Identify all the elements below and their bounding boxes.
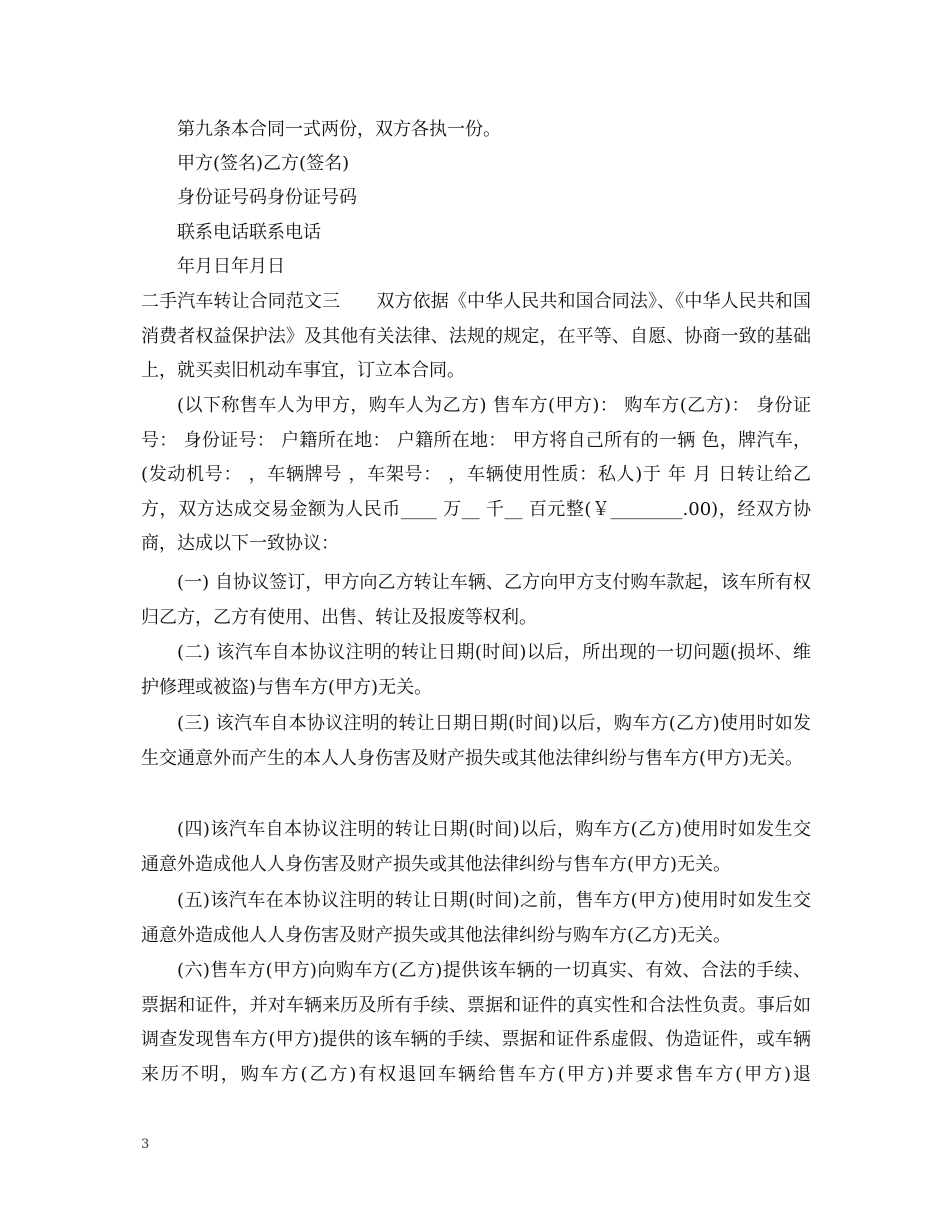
clause-three-paragraph: (三) 该汽车自本协议注明的转让日期日期(时间)以后，购车方(乙方)使用时如发生交通意外而产生的本人人身伤害及财产损失或其他法律纠纷与售车方(甲方)无关。 (141, 713, 811, 769)
phone-line: 联系电话联系电话 (177, 222, 321, 243)
date-line: 年月日年月日 (177, 256, 285, 277)
clause-five-paragraph: (五)该汽车在本协议注明的转让日期(时间)之前，售车方(甲方)使用时如发生交通意外造成他人人身伤害及财产损失或其他法律纠纷与购车方(乙方)无关。 (141, 890, 811, 946)
parties-paragraph: (以下称售车人为甲方，购车人为乙方) 售车方(甲方)： 购车方(乙方)： 身份证号： 身份证号： 户籍所在地： 户籍所在地： 甲方将自己所有的一辆 色，牌汽车，(发动机号： ，车辆牌号 ，车架号： ，车辆使用性质：私人)于 年 月 日转让给乙方，双方达成交易金额为人民币____ 万__ 千__ 百元整(￥________.00)，经双方协商，达成以下一致协议： (141, 395, 811, 555)
clause-one-paragraph: (一) 自协议签订，甲方向乙方转让车辆、乙方向甲方支付购车款起，该车所有权归乙方，乙方有使用、出售、转让及报废等权利。 (141, 572, 811, 628)
signature-line: 甲方(签名)乙方(签名) (177, 153, 350, 174)
clause-six-paragraph: (六)售车方(甲方)向购车方(乙方)提供该车辆的一切真实、有效、合法的手续、票据和证件，并对车辆来历及所有手续、票据和证件的真实性和合法性负责。事后如调查发现售车方(甲方)提供的该车辆的手续、票据和证件系虚假、伪造证件，或车辆来历不明，购车方(乙方)有权退回车辆给售车方(甲方)并要求售车方(甲方)退 (141, 960, 811, 1085)
article-nine-paragraph: 第九条本合同一式两份，双方各执一份。 (177, 119, 501, 140)
clause-four-paragraph: (四)该汽车自本协议注明的转让日期(时间)以后，购车方(乙方)使用时如发生交通意外造成他人人身伤害及财产损失或其他法律纠纷与售车方(甲方)无关。 (141, 819, 811, 875)
page-number: 3 (141, 1137, 150, 1152)
clause-two-paragraph: (二) 该汽车自本协议注明的转让日期(时间)以后，所出现的一切问题(损坏、维护修理或被盗)与售车方(甲方)无关。 (141, 642, 811, 698)
id-number-line: 身份证号码身份证号码 (177, 187, 357, 208)
contract-intro-paragraph: 二手汽车转让合同范文三 双方依据《中华人民共和国合同法》、《中华人民共和国消费者权益保护法》及其他有关法律、法规的规定，在平等、自愿、协商一致的基础上，就买卖旧机动车事宜，订立本合同。 (141, 291, 811, 382)
